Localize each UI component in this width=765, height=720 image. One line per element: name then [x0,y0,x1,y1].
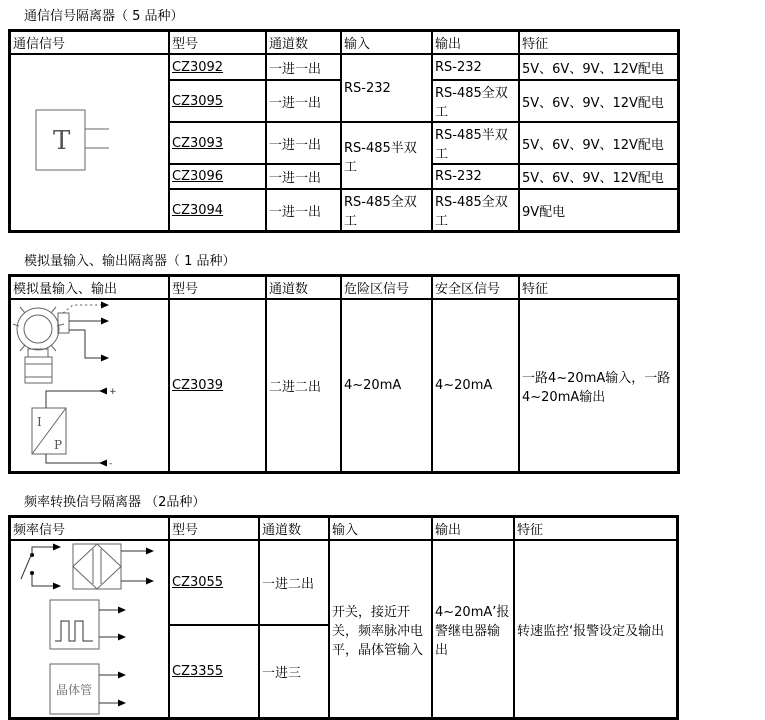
communication-isolator-table [8,29,680,233]
frequency-isolator-table [8,515,679,720]
frequency-sources-diagram [10,540,169,718]
output-cell: RS-232 [432,54,519,80]
input-cell: RS-232 [341,54,432,122]
input-cell: 开关，接近开关，频率脉冲电平，晶体管输入 [329,540,432,718]
analog-isolator-table [8,274,680,474]
section-title-communication: 通信信号隔离器（ 5 品种） [24,9,184,24]
model-cell [169,189,266,231]
model-cell [169,80,266,122]
col-header-signal: 频率信号 [10,517,169,540]
ip-label-p: P [54,438,63,452]
col-header-input: 输入 [341,31,432,54]
output-cell: 4~20mA’报警继电器输出 [432,540,514,718]
feature-cell: 转速监控‘报警设定及输出 [514,540,677,718]
feature-cell: 5V、6V、9V、12V配电 [519,54,678,80]
output-cell: RS-485半双工 [432,122,519,164]
input-cell: RS-485全双工 [341,189,432,231]
model-link[interactable]: CZ3096 [172,169,224,184]
col-header-feature: 特征 [519,276,678,299]
col-header-channels: 通道数 [259,517,329,540]
section-title-frequency: 频率转换信号隔离器 （2品种） [24,495,206,510]
model-link[interactable]: CZ3093 [172,135,224,151]
col-header-channels: 通道数 [266,31,341,54]
channels-cell: 一进一出 [266,164,341,189]
channels-cell: 一进二出 [259,540,329,625]
hazard-signal-cell: 4~20mA [341,299,432,472]
model-cell [169,299,266,472]
model-cell [169,540,259,625]
feature-cell: 一路4~20mA输入，一路4~20mA输出 [519,299,678,472]
channels-cell: 二进二出 [266,299,341,472]
channels-cell: 一进一出 [266,80,341,122]
channels-cell: 一进一出 [266,122,341,164]
transmitter-ip-converter-diagram [10,299,169,472]
output-cell: RS-232 [432,164,519,189]
section-title-analog: 模拟量输入、输出隔离器（ 1 品种） [24,254,236,269]
col-header-feature: 特征 [514,517,677,540]
model-link[interactable]: CZ3095 [172,93,224,109]
model-cell [169,54,266,80]
col-header-safe: 安全区信号 [432,276,519,299]
ip-label-i: I [37,415,42,429]
table-row [10,540,677,625]
model-link[interactable]: CZ3092 [172,59,224,75]
output-cell: RS-485全双工 [432,80,519,122]
output-cell: RS-485全双工 [432,189,519,231]
model-cell [169,164,266,189]
model-link[interactable]: CZ3094 [172,202,224,218]
input-cell: RS-485半双工 [341,122,432,189]
col-header-output: 输出 [432,517,514,540]
channels-cell: 一进一出 [266,54,341,80]
transistor-label: 晶体管 [56,683,93,697]
channels-cell: 一进一出 [266,189,341,231]
col-header-feature: 特征 [519,31,678,54]
col-header-signal: 模拟量输入、输出 [10,276,169,299]
safe-signal-cell: 4~20mA [432,299,519,472]
feature-cell: 5V、6V、9V、12V配电 [519,80,678,122]
model-link[interactable]: CZ3055 [172,575,224,590]
col-header-model: 型号 [169,31,266,54]
minus-sign: - [109,459,113,469]
col-header-output: 输出 [432,31,519,54]
model-cell [169,625,259,718]
feature-cell: 5V、6V、9V、12V配电 [519,164,678,189]
channels-cell: 一进三 [259,625,329,718]
col-header-model: 型号 [169,276,266,299]
model-link[interactable]: CZ3039 [172,378,224,393]
plus-sign: + [109,387,117,397]
col-header-signal: 通信信号 [10,31,169,54]
table-row [10,299,678,472]
col-header-hazard: 危险区信号 [341,276,432,299]
col-header-input: 输入 [329,517,432,540]
diagram-letter-t: T [53,126,71,156]
col-header-model: 型号 [169,517,259,540]
feature-cell: 9V配电 [519,189,678,231]
feature-cell: 5V、6V、9V、12V配电 [519,122,678,164]
col-header-channels: 通道数 [266,276,341,299]
model-link[interactable]: CZ3355 [172,664,224,679]
table-row [10,54,678,80]
model-cell [169,122,266,164]
transmitter-box-diagram [10,54,169,231]
